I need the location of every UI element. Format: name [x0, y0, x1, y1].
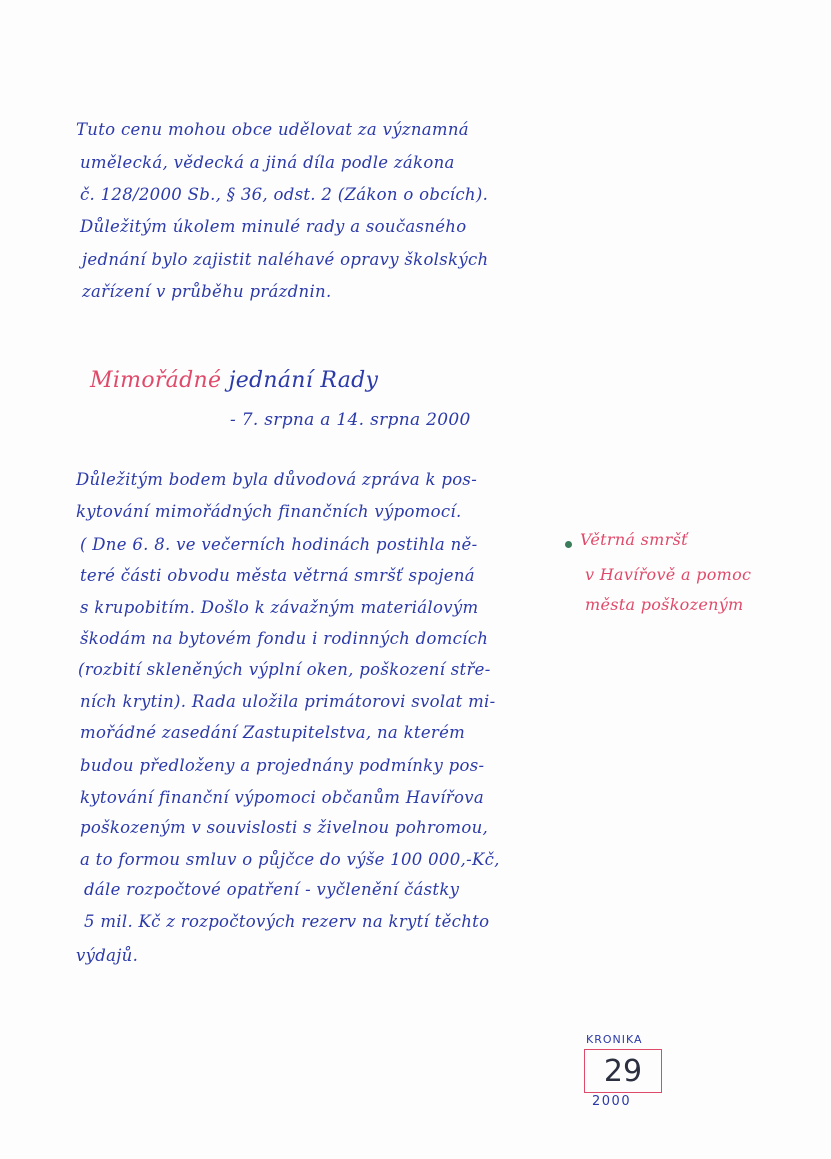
margin-note-line: Větrná smršť	[580, 530, 688, 549]
heading-red-part: Mimořádné	[90, 368, 222, 393]
text-line: Důležitým úkolem minulé rady a současného	[80, 217, 467, 236]
text-line: č. 128/2000 Sb., § 36, odst. 2 (Zákon o obcích).	[80, 185, 489, 204]
text-line: dále rozpočtové opatření - vyčlenění částky	[84, 880, 460, 899]
heading-blue-part: jednání Rady	[228, 368, 379, 393]
text-line: Tuto cenu mohou obce udělovat za významná	[76, 120, 469, 139]
stamp-year: 2000	[592, 1094, 632, 1109]
text-line: 5 mil. Kč z rozpočtových rezerv na krytí těchto	[84, 912, 490, 931]
text-line: zařízení v průběhu prázdnin.	[82, 282, 332, 301]
text-line: ( Dne 6. 8. ve večerních hodinách postihla ně-	[80, 535, 478, 554]
text-line: ních krytin). Rada uložila primátorovi svolat mi-	[80, 692, 496, 711]
heading-subtitle: - 7. srpna a 14. srpna 2000	[230, 410, 471, 430]
page-number-box: 29	[584, 1049, 662, 1093]
bullet-dot-icon	[565, 541, 572, 548]
text-line: kytování mimořádných finančních výpomocí.	[76, 502, 462, 521]
text-line: a to formou smluv o půjčce do výše 100 000,-Kč,	[80, 850, 500, 869]
text-line: výdajů.	[76, 946, 139, 965]
text-line: s krupobitím. Došlo k závažným materiálovým	[80, 598, 479, 617]
text-line: umělecká, vědecká a jiná díla podle zákona	[80, 153, 455, 172]
heading-title	[90, 368, 378, 393]
text-line: (rozbití skleněných výplní oken, poškození stře-	[78, 660, 491, 679]
margin-note-line: v Havířově a pomoc	[585, 565, 752, 584]
text-line: mořádné zasedání Zastupitelstva, na kterém	[80, 723, 466, 742]
text-line: poškozeným v souvislosti s živelnou pohromou,	[80, 818, 489, 837]
text-line: budou předloženy a projednány podmínky pos-	[80, 756, 485, 775]
text-line: teré části obvodu města větrná smršť spojená	[80, 566, 475, 585]
text-line: kytování finanční výpomoci občanům Havířova	[80, 788, 484, 807]
margin-note-line: města poškozeným	[585, 595, 744, 614]
text-line: jednání bylo zajistit naléhavé opravy školských	[82, 250, 489, 269]
text-line: škodám na bytovém fondu i rodinných domcích	[80, 629, 489, 648]
text-line: Důležitým bodem byla důvodová zpráva k pos-	[76, 470, 478, 489]
stamp-label: KRONIKA	[586, 1033, 643, 1046]
